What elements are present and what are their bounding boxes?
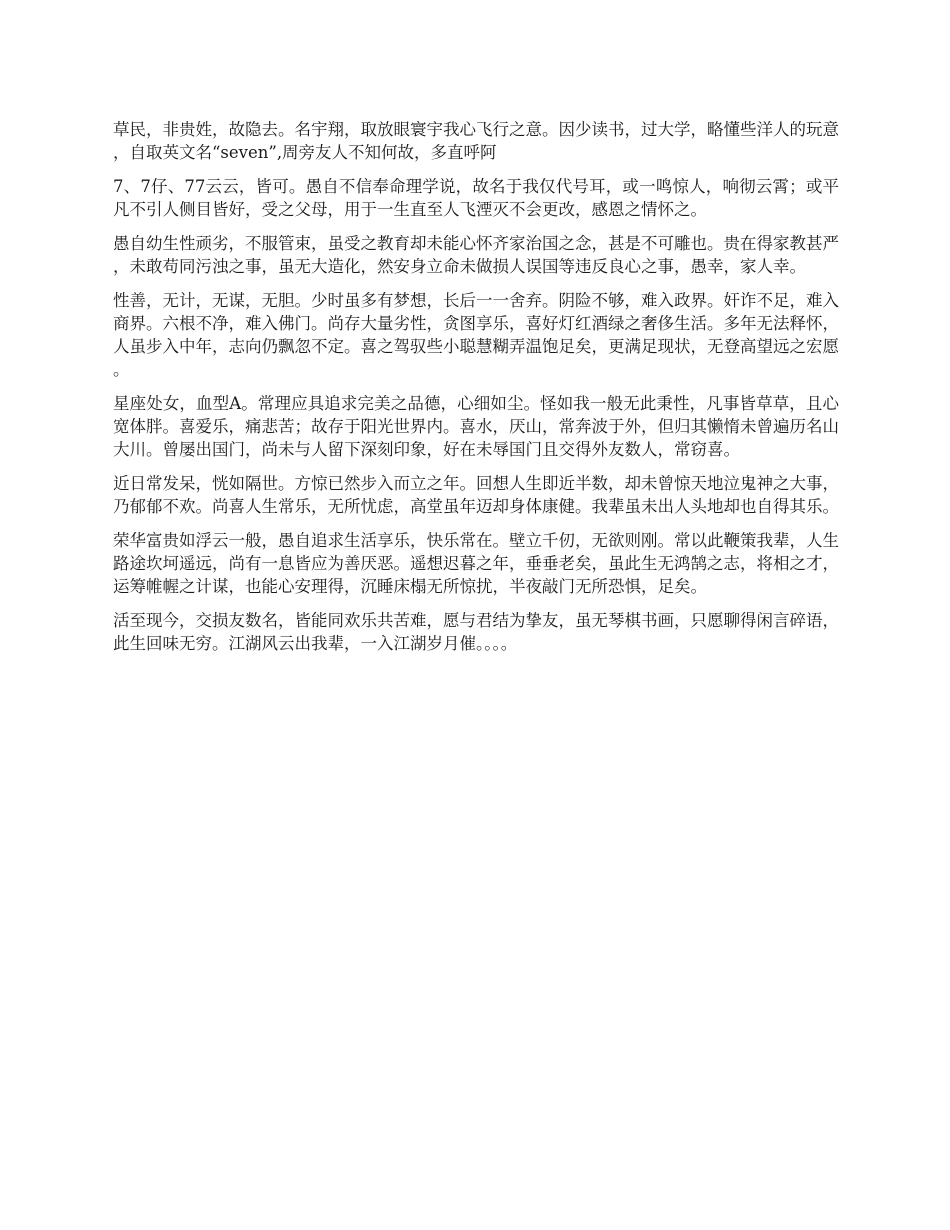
paragraph-3: 愚自幼生性顽劣，不服管束，虽受之教育却未能心怀齐家治国之念，甚是不可雕也。贵在得家教甚严，未敢苟同污浊之事，虽无大造化，然安身立命未做损人误国等违反良心之事，愚幸，家人幸。 xyxy=(113,234,839,276)
paragraph-2: 7、7仔、77云云，皆可。愚自不信奉命理学说，故名于我仅代号耳，或一鸣惊人，响彻云霄；或平凡不引人侧目皆好，受之父母，用于一生直至人飞湮灭不会更改，感恩之情怀之。 xyxy=(113,177,839,219)
paragraph-8: 活至现今，交损友数名，皆能同欢乐共苦难，愿与君结为挚友，虽无琴棋书画，只愿聊得闲言碎语，此生回味无穷。江湖风云出我辈，一入江湖岁月催。。。。 xyxy=(113,611,839,653)
paragraph-1: 草民，非贵姓，故隐去。名宇翔，取放眼寰宇我心飞行之意。因少读书，过大学，略懂些洋人的玩意，自取英文名“seven”,周旁友人不知何故，多直呼阿 xyxy=(113,120,839,162)
paragraph-5: 星座处女，血型A。常理应具追求完美之品德，心细如尘。怪如我一般无此秉性，凡事皆草草，且心宽体胖。喜爱乐，痛悲苦；故存于阳光世界内。喜水，厌山，常奔波于外，但归其懒惰未曾遍历名山大川。曾屡出国门，尚未与人留下深刻印象，好在未辱国门且交得外友数人，常窃喜。 xyxy=(113,394,839,459)
paragraph-4: 性善，无计，无谋，无胆。少时虽多有梦想，长后一一舍弃。阴险不够，难入政界。奸诈不足，难入商界。六根不净，难入佛门。尚存大量劣性，贪图享乐，喜好灯红酒绿之奢侈生活。多年无法释怀，人虽步入中年，志向仍飘忽不定。喜之驾驭些小聪慧糊弄温饱足矣，更满足现状，无登高望远之宏愿。 xyxy=(113,291,839,379)
paragraph-6: 近日常发呆，恍如隔世。方惊已然步入而立之年。回想人生即近半数，却未曾惊天地泣鬼神之大事，乃郁郁不欢。尚喜人生常乐，无所忧虑，高堂虽年迈却身体康健。我辈虽未出人头地却也自得其乐。 xyxy=(113,474,839,516)
paragraph-7: 荣华富贵如浮云一般，愚自追求生活享乐，快乐常在。壁立千仞，无欲则刚。常以此鞭策我辈，人生路途坎坷遥远，尚有一息皆应为善厌恶。遥想迟暮之年，垂垂老矣，虽此生无鸿鹄之志，将相之才，运筹帷幄之计谋，也能心安理得，沉睡床榻无所惊扰，半夜敲门无所恐惧，足矣。 xyxy=(113,531,839,596)
document-page xyxy=(113,118,839,666)
